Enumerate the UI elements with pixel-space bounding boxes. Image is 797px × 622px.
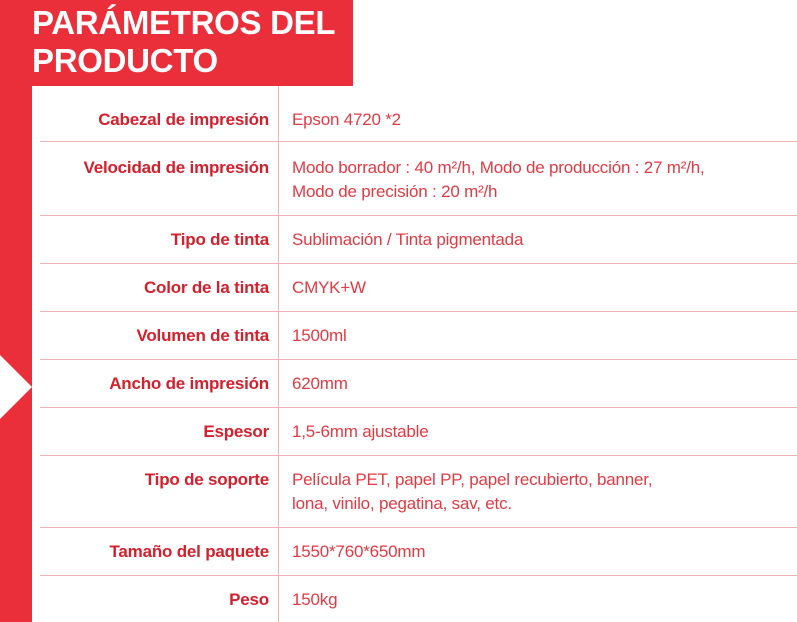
spec-row-cabezal: [32, 86, 797, 142]
left-notch-decoration: [0, 355, 32, 419]
spec-value: [292, 588, 789, 612]
left-accent-strip: [0, 0, 32, 622]
spec-label: Espesor: [203, 422, 269, 441]
column-divider: [278, 216, 279, 264]
column-divider: [278, 142, 279, 216]
spec-value-line: CMYK+W: [292, 278, 366, 297]
column-divider: [278, 456, 279, 528]
spec-value-line: Epson 4720 *2: [292, 110, 401, 129]
spec-value-line: 1500ml: [292, 326, 347, 345]
spec-value: [292, 468, 789, 516]
column-divider: [278, 408, 279, 456]
spec-value: [292, 324, 789, 348]
spec-value-line: Modo borrador : 40 m²/h, Modo de producción : 27 m²/h,: [292, 158, 705, 177]
spec-value-line: Modo de precisión : 20 m²/h: [292, 182, 498, 201]
spec-value-line: Sublimación / Tinta pigmentada: [292, 230, 524, 249]
spec-label: Color de la tinta: [143, 278, 269, 297]
title-line-2: PRODUCTO: [32, 42, 218, 79]
spec-value-line: 1,5-6mm ajustable: [292, 422, 429, 441]
spec-value-line: Película PET, papel PP, papel recubierto, banner,: [292, 470, 653, 489]
spec-label: Tipo de soporte: [144, 470, 269, 489]
spec-label: Velocidad de impresión: [83, 158, 269, 177]
spec-value: [292, 108, 789, 132]
spec-label: Tamaño del paquete: [109, 542, 269, 561]
page-title: [0, 0, 353, 86]
spec-value: [292, 276, 789, 300]
spec-value: [292, 420, 789, 444]
column-divider: [278, 360, 279, 408]
column-divider: [278, 528, 279, 576]
spec-row-color-tinta: [32, 264, 797, 312]
spec-value-line: 150kg: [292, 590, 338, 609]
spec-label: Cabezal de impresión: [98, 110, 269, 129]
spec-row-tipo-tinta: [32, 216, 797, 264]
column-divider: [278, 264, 279, 312]
column-divider: [278, 576, 279, 622]
column-divider: [278, 86, 279, 142]
spec-value: [292, 540, 789, 564]
spec-label: Volumen de tinta: [136, 326, 269, 345]
spec-value: [292, 156, 789, 204]
spec-row-peso: [32, 576, 797, 622]
spec-value-line: 620mm: [292, 374, 348, 393]
spec-label: Peso: [229, 590, 269, 609]
spec-label: Tipo de tinta: [170, 230, 269, 249]
column-divider: [278, 312, 279, 360]
spec-row-volumen-tinta: [32, 312, 797, 360]
spec-row-ancho: [32, 360, 797, 408]
spec-value-line: lona, vinilo, pegatina, sav, etc.: [292, 494, 512, 513]
spec-row-espesor: [32, 408, 797, 456]
title-line-1: PARÁMETROS DEL: [32, 4, 336, 41]
spec-value: [292, 228, 789, 252]
spec-label: Ancho de impresión: [109, 374, 269, 393]
spec-value-line: 1550*760*650mm: [292, 542, 426, 561]
spec-row-paquete: [32, 528, 797, 576]
spec-table: [32, 86, 797, 622]
spec-row-soporte: [32, 456, 797, 528]
spec-value: [292, 372, 789, 396]
spec-row-velocidad: [32, 142, 797, 216]
